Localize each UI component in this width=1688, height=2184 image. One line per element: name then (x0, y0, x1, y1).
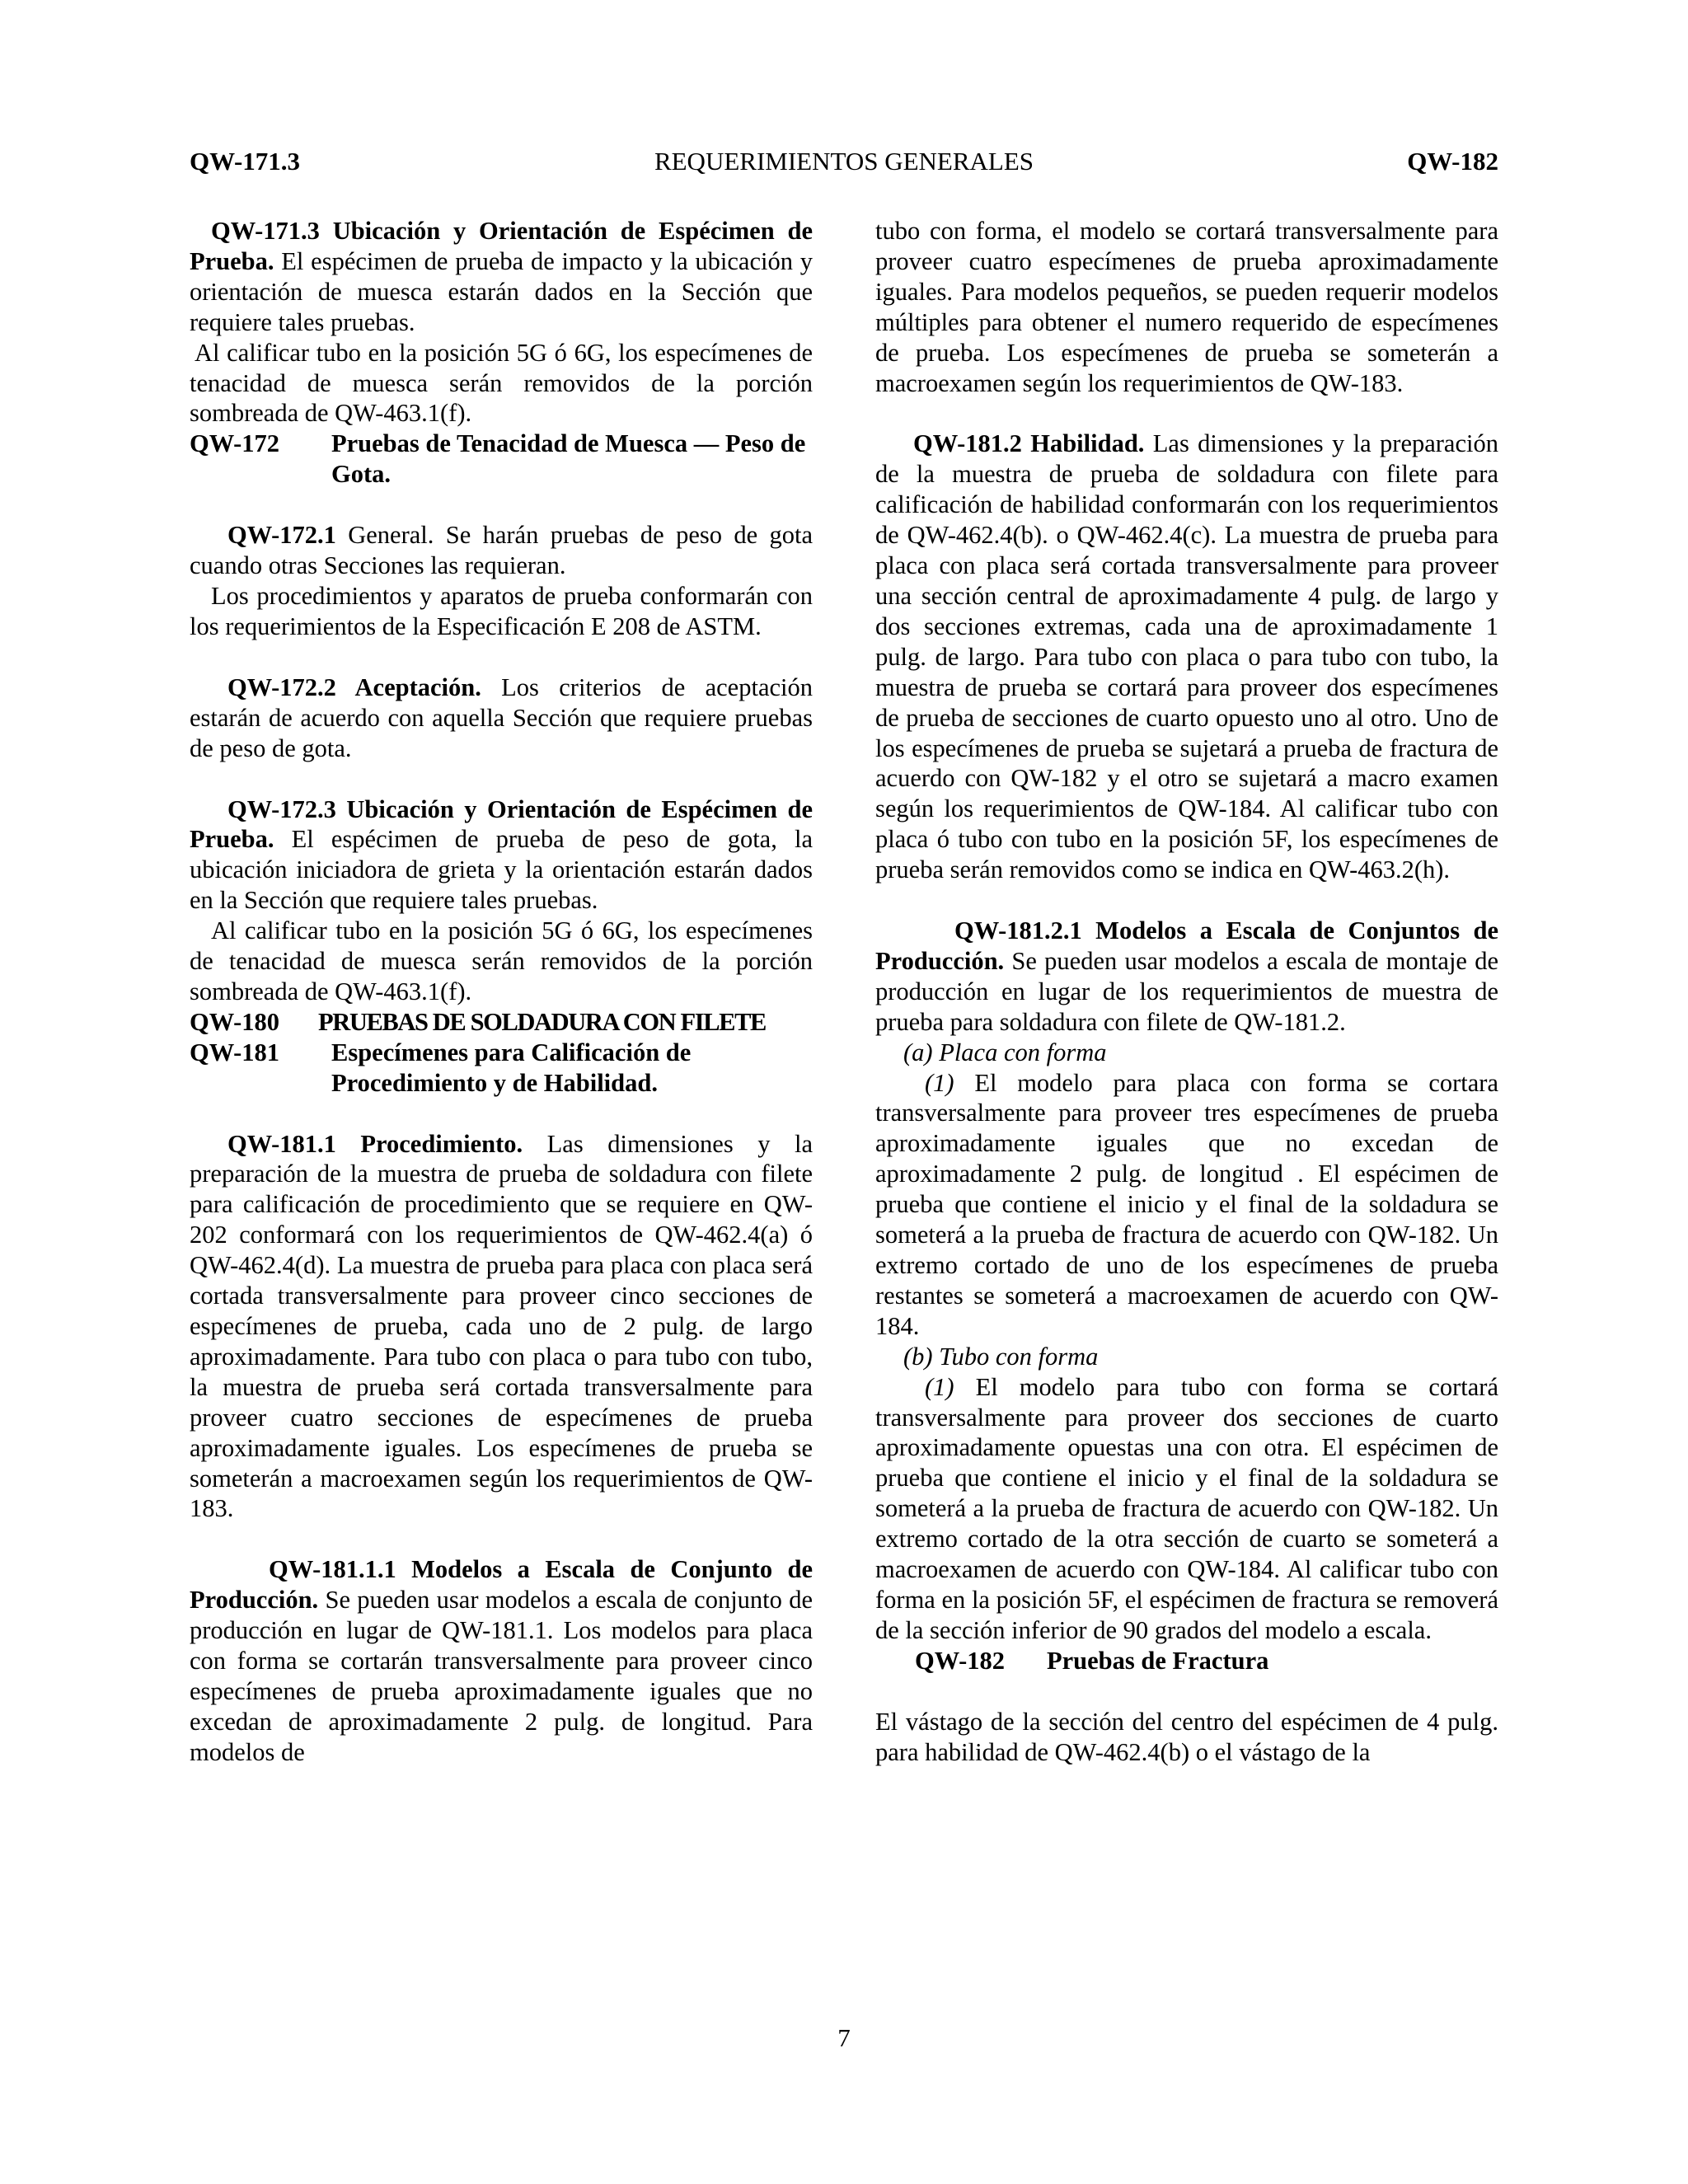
section-qw-181: QW-181 Especímenes para Calificación de Procedimiento y de Habilidad. (190, 1038, 692, 1097)
header-title: REQUERIMIENTOS GENERALES (654, 147, 1034, 176)
section-qw-180: QW-180 PRUEBAS DE SOLDADURA CON FILETE (190, 1007, 766, 1036)
paragraph-qw-172-3: QW-172.3 Ubicación y Orientación de Espécimen de Prueba. El espécimen de prueba de peso de gota, la ubicación iniciadora de grieta y la orientación estarán dados en la Sección que requiere tales pruebas. (190, 794, 813, 915)
paragraph-qw-181-2: QW-181.2 Habilidad. Las dimensiones y la preparación de la muestra de prueba de soldadura con filete para calificación de habilidad conformarán con los requerimientos de QW-462.4(b). o QW-462.4(c). La muestra de prueba para placa con placa será cortada transversalmente para proveer una sección central de aproximadamente 4 pulg. de largo y dos secciones extremas, cada una de aproximadamente 1 pulg. de largo. Para tubo con placa o para tubo con tubo, la muestra de prueba se cortará para proveer dos especímenes de prueba de secciones de cuarto opuesto uno al otro. Uno de los especímenes de prueba se sujetará a prueba de fractura de acuerdo con QW-182 y el otro se sujetará a macro examen según los requerimientos de QW-184. Al calificar tubo con placa ó tubo con tubo en la posición 5F, los especímenes de prueba serán removidos como se indica en QW-463.2(h). (875, 429, 1498, 884)
paragraph-qw-172-1-b: Los procedimientos y aparatos de prueba conformarán con los requerimientos de la Especificación E 208 de ASTM. (190, 581, 813, 640)
header-right: QW-182 (1407, 147, 1498, 176)
section-qw-182: QW-182 Pruebas de Fractura (915, 1646, 1269, 1675)
paragraph-qw-181-1-1: QW-181.1.1 Modelos a Escala de Conjunto de Producción. Se pueden usar modelos a escala de conjunto de producción en lugar de QW-181.1. Los modelos para placa con forma se cortarán transversalmente para proveer cinco especímenes de prueba aproximadamente iguales que no excedan de aproximadamente 2 pulg. de longitud. Para modelos de (190, 1555, 813, 1766)
paragraph-continuation: tubo con forma, el modelo se cortará transversalmente para proveer cuatro especímenes de prueba aproximadamente iguales. Para modelos pequeños, se pueden requerir modelos múltiples para obtener el numero requerido de especímenes de prueba. Los especímenes de prueba se someterán a macroexamen según los requerimientos de QW-183. (875, 217, 1498, 397)
item-a-1: (1) El modelo para placa con forma se cortara transversalmente para proveer tres especímenes de prueba aproximadamente iguales que no excedan de aproximadamente 2 pulg. de longitud . El espécimen de prueba que contiene el inicio y el final de la soldadura se someterá a la prueba de fractura de acuerdo con QW-182. Un extremo cortado de uno de los especímenes de prueba restantes se someterá a macroexamen de acuerdo con QW-184. (875, 1068, 1498, 1340)
header-left: QW-171.3 (190, 147, 301, 176)
paragraph-qw-182: El vástago de la sección del centro del espécimen de 4 pulg. para habilidad de QW-462.4(b) o el vástago de la (875, 1707, 1498, 1766)
paragraph-qw-172-2: QW-172.2 Aceptación. Los criterios de aceptación estarán de acuerdo con aquella Sección que requiere pruebas de peso de gota. (190, 673, 813, 762)
paragraph-qw-181-2-1: QW-181.2.1 Modelos a Escala de Conjuntos de Producción. Se pueden usar modelos a escala de montaje de producción en lugar de los requerimientos de muestra de prueba para soldadura con filete de QW-181.2. (875, 916, 1498, 1036)
item-a-label: (a) Placa con forma (903, 1038, 1107, 1066)
item-b-label: (b) Tubo con forma (903, 1342, 1099, 1371)
paragraph-qw-171-3-b: Al calificar tubo en la posición 5G ó 6G, los especímenes de tenacidad de muesca serán removidos de la porción sombreada de QW-463.1(f). (190, 338, 813, 428)
heading-qw-171-3: QW-171.3 Ubicación y Orientación de Espécimen de Prueba. (190, 217, 813, 275)
right-column (875, 216, 1498, 1768)
left-column (190, 216, 813, 1768)
section-qw-172: QW-172 Pruebas de Tenacidad de Muesca — Peso de Gota. (190, 429, 806, 489)
paragraph-qw-172-3-b: Al calificar tubo en la posición 5G ó 6G, los especímenes de tenacidad de muesca serán removidos de la porción sombreada de QW-463.1(f). (190, 916, 813, 1005)
paragraph-qw-171-3: QW-171.3 Ubicación y Orientación de Espécimen de Prueba. El espécimen de prueba de impacto y la ubicación y orientación de muesca estarán dados en la Sección que requiere tales pruebas. (190, 217, 813, 336)
page-number: 7 (837, 2023, 851, 2052)
paragraph-qw-181-1: QW-181.1 Procedimiento. Las dimensiones y la preparación de la muestra de prueba de soldadura con filete para calificación de procedimiento que se requiere en QW-202 conformará con los requerimientos de QW-462.4(a) ó QW-462.4(d). La muestra de prueba para placa con placa será cortada transversalmente para proveer cinco secciones de especímenes de prueba, cada uno de 2 pulg. de largo aproximadamente. Para tubo con placa o para tubo con tubo, la muestra de prueba será cortada transversalmente para proveer cuatro secciones de especímenes de prueba aproximadamente iguales. Los especímenes de prueba se someterán a macroexamen según los requerimientos de QW-183. (190, 1129, 813, 1523)
item-b-1: (1) El modelo para tubo con forma se cortará transversalmente para proveer dos secciones de cuarto aproximadamente opuestas una con otra. El espécimen de prueba que contiene el inicio y el final de la soldadura se someterá a la prueba de fractura de acuerdo con QW-182. Un extremo cortado de la otra sección de cuarto se someterá a macroexamen de acuerdo con QW-184. Al calificar tubo con forma en la posición 5F, el espécimen de fractura se removerá de la sección inferior de 90 grados del modelo a escala. (875, 1372, 1498, 1644)
paragraph-qw-172-1: QW-172.1 General. Se harán pruebas de peso de gota cuando otras Secciones las requieran. (190, 521, 813, 580)
